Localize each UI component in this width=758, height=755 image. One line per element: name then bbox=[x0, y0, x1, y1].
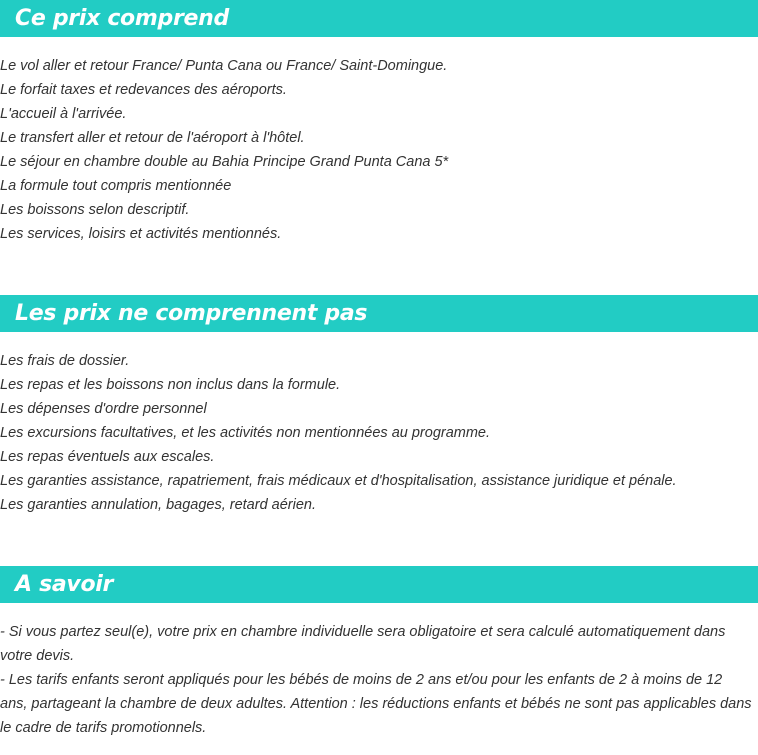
list-item: Le transfert aller et retour de l'aéroport à l'hôtel. bbox=[0, 130, 305, 146]
section-title: Ce prix comprend bbox=[15, 6, 229, 31]
section-header-included bbox=[0, 0, 758, 37]
paragraph-single-supplement: - Si vous partez seul(e), votre prix en chambre individuelle sera obligatoire et sera calculé automatiquement dans votre devis. bbox=[0, 624, 726, 664]
list-item: Les garanties assistance, rapatriement, frais médicaux et d'hospitalisation, assistance juridique et pénale. bbox=[0, 473, 677, 489]
list-item: Les dépenses d'ordre personnel bbox=[0, 401, 207, 417]
not-included-list bbox=[0, 349, 758, 517]
list-item: Les repas et les boissons non inclus dans la formule. bbox=[0, 377, 341, 393]
section-good-to-know bbox=[0, 566, 758, 740]
list-item: Le séjour en chambre double au Bahia Principe Grand Punta Cana 5* bbox=[0, 154, 449, 170]
list-item: Les services, loisirs et activités mentionnés. bbox=[0, 226, 282, 242]
list-item: Les garanties annulation, bagages, retard aérien. bbox=[0, 497, 316, 513]
section-included bbox=[0, 0, 758, 246]
list-item: Les boissons selon descriptif. bbox=[0, 202, 190, 218]
list-item: Les frais de dossier. bbox=[0, 353, 130, 369]
good-to-know-text bbox=[0, 620, 758, 740]
section-title: Les prix ne comprennent pas bbox=[15, 301, 368, 326]
section-title: A savoir bbox=[15, 572, 114, 597]
list-item: Le forfait taxes et redevances des aéroports. bbox=[0, 82, 287, 98]
section-header-good-to-know bbox=[0, 566, 758, 603]
included-list bbox=[0, 54, 758, 246]
paragraph-child-rates: - Les tarifs enfants seront appliqués pour les bébés de moins de 2 ans et/ou pour les enfants de 2 à moins de 12 ans, partageant la chambre de deux adultes. Attention : les réductions enfants et bébés ne sont pas applicables dans le cadre de tarifs promotionnels. bbox=[0, 672, 752, 736]
section-not-included bbox=[0, 295, 758, 517]
list-item: L'accueil à l'arrivée. bbox=[0, 106, 127, 122]
section-header-not-included bbox=[0, 295, 758, 332]
list-item: Le vol aller et retour France/ Punta Cana ou France/ Saint-Domingue. bbox=[0, 58, 448, 74]
list-item: La formule tout compris mentionnée bbox=[0, 178, 232, 194]
list-item: Les repas éventuels aux escales. bbox=[0, 449, 215, 465]
list-item: Les excursions facultatives, et les activités non mentionnées au programme. bbox=[0, 425, 491, 441]
